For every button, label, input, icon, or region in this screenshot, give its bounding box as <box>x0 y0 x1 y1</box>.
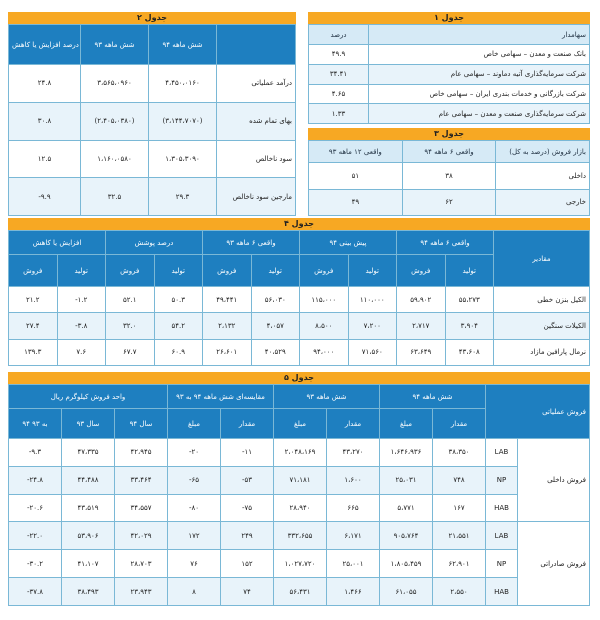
table4-cell: ۳۲.۰ <box>106 313 155 339</box>
table5-cell: ۲۱،۵۵۱ <box>433 522 486 550</box>
table5-sub-header: مبلغ <box>168 409 221 439</box>
table4-cell: ۲۶،۶۰۱ <box>203 339 252 365</box>
table1-pct: ۱.۳۳ <box>309 104 369 124</box>
table2-cell: ۲۹.۳ <box>149 178 217 216</box>
table4-cell: ۸،۵۰۰ <box>300 313 349 339</box>
table4-cell: ۶۷.۷ <box>106 339 155 365</box>
table3-header: واقعی ۶ ماهه ۹۴ <box>402 141 496 163</box>
table4-row-label: الکیل بنزن خطی <box>494 287 590 313</box>
table5-product-code: LAB <box>486 439 518 467</box>
table5-cell: ۲،۰۴۸،۱۶۹ <box>274 439 327 467</box>
table5-cell: ۴۱،۱۰۷ <box>62 550 115 578</box>
table5-cell: ۱۶۷ <box>433 494 486 522</box>
table1-title: جدول ۱ <box>308 12 590 24</box>
table5-sub-header: سال ۹۴ <box>115 409 168 439</box>
table5-cell: ۱۷۲ <box>168 522 221 550</box>
table2-header: شش ماهه ۹۳ <box>81 25 149 65</box>
table5-sub-header: مقدار <box>327 409 380 439</box>
table5-sub-header: مقدار <box>433 409 486 439</box>
table2-title: جدول ۲ <box>8 12 296 24</box>
table-row <box>309 189 590 216</box>
table5-cell: ۳۴،۵۵۷ <box>115 494 168 522</box>
table4-cell: ۵۵،۲۷۳ <box>445 287 494 313</box>
table1-pct: ۳۴.۴۱ <box>309 64 369 84</box>
table4-cell: ۵۰.۳ <box>154 287 203 313</box>
table4-sub-header: تولید <box>445 255 494 287</box>
table3-row-label: خارجی <box>496 189 590 216</box>
table-row <box>9 339 590 365</box>
table5-cell: ۳۸،۴۹۳ <box>62 578 115 606</box>
table5-cell: -۲۴.۸ <box>9 466 62 494</box>
table4-cell: ۴،۰۵۷ <box>251 313 300 339</box>
table2-row-label: مارجین سود ناخالص <box>217 178 296 216</box>
table5-cell: ۲۵،۰۰۱ <box>327 550 380 578</box>
table5-sub-header: سال ۹۳ <box>62 409 115 439</box>
table5-cell: ۴۲،۹۴۵ <box>115 439 168 467</box>
table1-name: بانک صنعت و معدن – سهامی خاص <box>369 45 590 65</box>
table2-row-label: درآمد عملیاتی <box>217 65 296 103</box>
table1-name: شرکت بازرگانی و خدمات بندری ایران – سهامی خاص <box>369 84 590 104</box>
table2-row-label: بهای تمام شده <box>217 102 296 140</box>
table5-product-code: HAB <box>486 578 518 606</box>
table4-group-header: واقعی ۶ ماهه ۹۴ <box>397 231 494 255</box>
table2-cell: ۱،۳۰۵،۳۰۹۰ <box>149 140 217 178</box>
table4-sub-header: تولید <box>251 255 300 287</box>
table5-cell: ۷۱،۱۸۱ <box>274 466 327 494</box>
table5-cell: ۱۵۲ <box>221 550 274 578</box>
table5-cell: -۲۰ <box>168 439 221 467</box>
table-row <box>9 522 590 550</box>
table5-cell: ۷۴۸ <box>433 466 486 494</box>
table5-cell: ۶،۱۷۱ <box>327 522 380 550</box>
table5-sub-header: ۹۴ به ۹۳ <box>9 409 62 439</box>
table2-header: شش ماهه ۹۴ <box>149 25 217 65</box>
table5-cell: ۲۸،۷۰۳ <box>115 550 168 578</box>
table2-cell: -۹.۹ <box>9 178 81 216</box>
table4-cell: ۲۱.۲ <box>9 287 58 313</box>
table4-cell: ۲،۱۳۲ <box>203 313 252 339</box>
table5-cell: ۴۳،۵۱۹ <box>62 494 115 522</box>
table2-cell: ۳۲.۵ <box>81 178 149 216</box>
table4-cell: ۲۷.۴ <box>9 313 58 339</box>
table4-cell: ۵۶،۰۳۰ <box>251 287 300 313</box>
table5-cell: ۵۶،۴۳۱ <box>274 578 327 606</box>
table3-cell: ۳۸ <box>402 163 496 190</box>
table3-title: جدول ۳ <box>308 128 590 140</box>
table3-cell: ۶۲ <box>402 189 496 216</box>
table5-cell: ۲۳،۹۴۳ <box>115 578 168 606</box>
table-row <box>9 65 296 103</box>
table5-sub-header: مبلغ <box>274 409 327 439</box>
table2-cell: ۱،۱۶۰،۰۵۸۰ <box>81 140 149 178</box>
table3-cell: ۵۱ <box>309 163 403 190</box>
table1 <box>308 24 590 124</box>
table5-cell: ۶۶۵ <box>327 494 380 522</box>
table5-product-code: NP <box>486 466 518 494</box>
table4-cell: ۵۹،۹۰۲ <box>397 287 446 313</box>
table2-cell: ۱۲.۵ <box>9 140 81 178</box>
table5-cell: ۳۸،۳۵۰ <box>433 439 486 467</box>
table5-category-export: فروش صادراتی <box>518 522 590 606</box>
table4-sub-header: تولید <box>348 255 397 287</box>
table5-cell: ۲۵،۰۳۱ <box>380 466 433 494</box>
table1-pct: ۴.۶۵ <box>309 84 369 104</box>
table4-row-label: الکیلات سنگین <box>494 313 590 339</box>
table5-cell: ۴۴،۴۸۸ <box>62 466 115 494</box>
table5-cell: -۱۱ <box>221 439 274 467</box>
table2-cell: ۴،۴۵۰،۰۱۶۰ <box>149 65 217 103</box>
table1-name: شرکت سرمایه‌گذاری آتیه دماوند – سهامی عام <box>369 64 590 84</box>
table5-cell: ۴۲،۰۲۹ <box>115 522 168 550</box>
table5-cell: ۶۲،۹۰۱ <box>433 550 486 578</box>
table-row <box>309 163 590 190</box>
table5-sub-header: مبلغ <box>380 409 433 439</box>
table4-cell: -۳.۸ <box>57 313 106 339</box>
table5-product-code: NP <box>486 550 518 578</box>
table1-header-name: سهامدار <box>369 25 590 45</box>
table5-cell: ۸ <box>168 578 221 606</box>
table5-cell: -۸۰ <box>168 494 221 522</box>
table5-group-header: واحد فروش کیلوگرم ریال <box>9 385 168 409</box>
table-row <box>309 104 590 124</box>
table5-category-domestic: فروش داخلی <box>518 439 590 522</box>
table2-row-label: سود ناخالص <box>217 140 296 178</box>
table4-sub-header: فروش <box>397 255 446 287</box>
table5-sub-header: مقدار <box>221 409 274 439</box>
table4-cell: ۳،۹۰۴ <box>445 313 494 339</box>
table4-cell: ۱۳۹.۳ <box>9 339 58 365</box>
table2-header: درصد افزایش یا کاهش <box>9 25 81 65</box>
table5-product-code: HAB <box>486 494 518 522</box>
table4-cell: ۹۴،۰۰۰ <box>300 339 349 365</box>
table-row <box>9 140 296 178</box>
table5-cell: ۱،۶۰۰ <box>327 466 380 494</box>
table4-product-header: مقادیر <box>494 231 590 287</box>
table5-cell: -۳۷.۸ <box>9 578 62 606</box>
table3-header: واقعی ۱۲ ماهه ۹۳ <box>309 141 403 163</box>
table2-cell: ۳۰.۸ <box>9 102 81 140</box>
table5-cell: ۲۴۹ <box>221 522 274 550</box>
table4-sub-header: تولید <box>154 255 203 287</box>
table5-group-header: شش ماهه ۹۳ <box>274 385 380 409</box>
table4-cell: ۶۰.۹ <box>154 339 203 365</box>
table3-header: بازار فروش (درصد به کل) <box>496 141 590 163</box>
table5-group-header: مقایسه‌ای شش ماهه ۹۴ به ۹۳ <box>168 385 274 409</box>
table2-cell: ۳،۵۶۵،۰۹۶۰ <box>81 65 149 103</box>
table4-sub-header: فروش <box>203 255 252 287</box>
table5-cell: ۵۳،۹۰۶ <box>62 522 115 550</box>
table5-cell: -۹.۳ <box>9 439 62 467</box>
table2 <box>8 24 296 216</box>
table5-cell: ۴۳،۲۷۰ <box>327 439 380 467</box>
table5-cell: ۴۷،۳۳۵ <box>62 439 115 467</box>
table2-cell: ۲۴.۸ <box>9 65 81 103</box>
table5-cell: ۵،۷۷۱ <box>380 494 433 522</box>
table-row <box>9 287 590 313</box>
table2-header <box>217 25 296 65</box>
table4-cell: ۴۰،۵۲۹ <box>251 339 300 365</box>
table-row <box>9 494 590 522</box>
table5-group-header: شش ماهه ۹۴ <box>380 385 486 409</box>
table5-cell: ۱،۶۴۶،۹۳۶ <box>380 439 433 467</box>
table4-cell: ۲،۷۱۷ <box>397 313 446 339</box>
table5-cell: ۲،۵۵۰ <box>433 578 486 606</box>
table4 <box>8 230 590 366</box>
table4-sub-header: فروش <box>9 255 58 287</box>
table4-cell: ۷۱،۵۶۰ <box>348 339 397 365</box>
table4-sub-header: فروش <box>300 255 349 287</box>
table-row <box>9 178 296 216</box>
table4-cell: ۴۳،۶۰۸ <box>445 339 494 365</box>
table4-sub-header: فروش <box>106 255 155 287</box>
table5-cell: -۲۰.۶ <box>9 494 62 522</box>
table5-sales-header: فروش عملیاتی <box>486 385 590 439</box>
table4-row-label: نرمال پارافین مازاد <box>494 339 590 365</box>
table-row <box>9 439 590 467</box>
table5-cell: -۵۳ <box>221 466 274 494</box>
table3 <box>308 140 590 216</box>
table-row <box>9 466 590 494</box>
table5-cell: ۷۴ <box>221 578 274 606</box>
table4-cell: ۴۹،۴۴۱ <box>203 287 252 313</box>
table4-cell: ۱۱۵،۰۰۰ <box>300 287 349 313</box>
table4-cell: ۵۲.۱ <box>106 287 155 313</box>
table4-group-header: درصد پوشش <box>106 231 203 255</box>
table4-group-header: افزایش یا کاهش <box>9 231 106 255</box>
table5-cell: ۲۸،۹۴۰ <box>274 494 327 522</box>
table5-cell: ۱،۰۲۷،۷۲۰ <box>274 550 327 578</box>
table5-product-code: LAB <box>486 522 518 550</box>
table-row <box>9 102 296 140</box>
table1-header-pct: درصد <box>309 25 369 45</box>
table4-group-header: پیش بینی ۹۴ <box>300 231 397 255</box>
table3-row-label: داخلی <box>496 163 590 190</box>
table3-cell: ۴۹ <box>309 189 403 216</box>
table5-cell: -۲۲.۰ <box>9 522 62 550</box>
table4-sub-header: تولید <box>57 255 106 287</box>
table5-cell: ۱،۴۶۶ <box>327 578 380 606</box>
table4-cell: -۱.۲ <box>57 287 106 313</box>
table2-cell: (۳،۱۴۴،۷۰۷۰) <box>149 102 217 140</box>
table4-cell: ۱۱۰،۰۰۰ <box>348 287 397 313</box>
table5-cell: -۷۵ <box>221 494 274 522</box>
table5-cell: -۶۵ <box>168 466 221 494</box>
table-row <box>309 64 590 84</box>
table5-cell: ۳۳۲،۶۵۵ <box>274 522 327 550</box>
table5-cell: ۶۱،۰۵۵ <box>380 578 433 606</box>
table5-cell: -۳۰.۲ <box>9 550 62 578</box>
table1-name: شرکت سرمایه‌گذاری صنعت و معدن – سهامی عام <box>369 104 590 124</box>
table5-title: جدول ۵ <box>8 372 590 384</box>
table4-cell: ۵۴.۲ <box>154 313 203 339</box>
table5-cell: ۳۳،۴۶۴ <box>115 466 168 494</box>
table-row <box>9 578 590 606</box>
table-row <box>309 45 590 65</box>
table-row <box>9 550 590 578</box>
table5-cell: ۱،۸۰۵،۴۵۹ <box>380 550 433 578</box>
table1-pct: ۴۹.۹ <box>309 45 369 65</box>
table4-group-header: واقعی ۶ ماهه ۹۳ <box>203 231 300 255</box>
table4-cell: ۶۳،۶۴۹ <box>397 339 446 365</box>
table5-cell: ۹۰۵،۷۶۴ <box>380 522 433 550</box>
table4-cell: ۷.۶ <box>57 339 106 365</box>
table5-cell: ۷۶ <box>168 550 221 578</box>
table-row <box>9 313 590 339</box>
table4-title: جدول ۴ <box>8 218 590 230</box>
table-row <box>309 84 590 104</box>
table4-cell: ۷،۲۰۰ <box>348 313 397 339</box>
table2-cell: (۲،۴۰۵،۰۳۸۰) <box>81 102 149 140</box>
table5 <box>8 384 590 606</box>
